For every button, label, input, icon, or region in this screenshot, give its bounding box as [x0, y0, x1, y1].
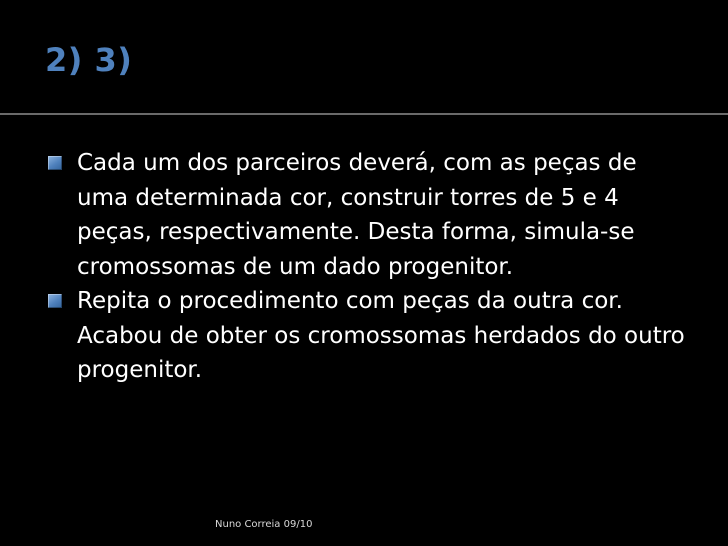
slide-footer: Nuno Correia 09/10 — [215, 519, 313, 530]
bullet-item — [48, 146, 688, 284]
square-bullet-icon — [48, 156, 62, 170]
bullet-text: Repita o procedimento com peças da outra cor. Acabou de obter os cromossomas herdados do outro progenitor. — [77, 288, 685, 383]
slide-title: 2) 3) — [45, 41, 133, 79]
title-band — [0, 0, 728, 115]
bullet-item — [48, 284, 688, 388]
square-bullet-icon — [48, 294, 62, 308]
bullet-list — [48, 146, 688, 388]
bullet-text: Cada um dos parceiros deverá, com as peças de uma determinada cor, construir torres de 5 e 4 peças, respectivamente. Desta forma, simula-se cromossomas de um dado progenitor. — [77, 150, 637, 280]
